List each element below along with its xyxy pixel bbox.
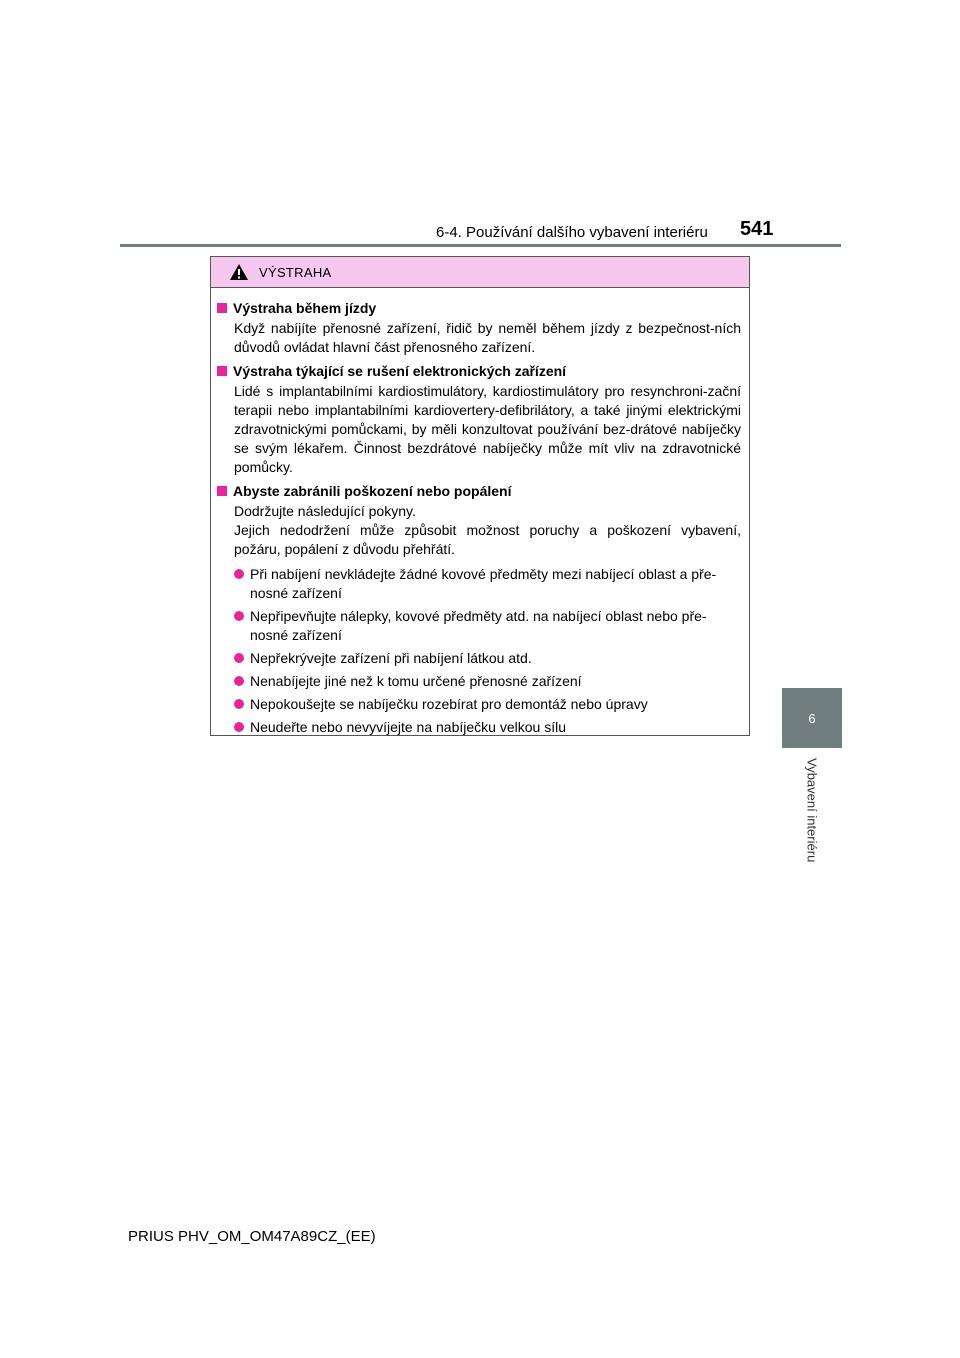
chapter-number: 6 bbox=[808, 710, 816, 726]
chapter-label: Vybavení interiéru bbox=[804, 758, 820, 863]
square-bullet-icon bbox=[217, 303, 227, 313]
warning-section bbox=[217, 300, 741, 357]
list-item-text: Nepokoušejte se nabíječku rozebírat pro demontáž nebo úpravy bbox=[250, 696, 648, 712]
paragraph: Jejich nedodržení může způsobit možnost poruchy a poškození vybavení, požáru, popálení z důvodu přehřátí. bbox=[234, 522, 741, 557]
warning-header bbox=[211, 257, 749, 288]
list-item-text: Při nabíjení nevkládejte žádné kovové předměty mezi nabíjecí oblast a pře-nosné zařízení bbox=[250, 566, 717, 601]
section-heading bbox=[217, 363, 741, 379]
warning-section bbox=[217, 363, 741, 477]
list-item bbox=[234, 672, 741, 691]
list-item bbox=[234, 695, 741, 714]
round-bullet-icon bbox=[234, 653, 244, 663]
list-item bbox=[234, 565, 741, 603]
section-heading bbox=[217, 300, 741, 316]
section-title: 6-4. Používání dalšího vybavení interiéru bbox=[436, 224, 708, 241]
list-item-text: Nepřipevňujte nálepky, kovové předměty atd. na nabíjecí oblast nebo pře-nosné zařízení bbox=[250, 608, 707, 643]
round-bullet-icon bbox=[234, 611, 244, 621]
square-bullet-icon bbox=[217, 486, 227, 496]
list-item bbox=[234, 718, 741, 737]
round-bullet-icon bbox=[234, 676, 244, 686]
list-item-text: Neudeřte nebo nevyvíjejte na nabíječku velkou sílu bbox=[250, 719, 566, 735]
list-item-text: Nenabíjejte jiné než k tomu určené přenosné zařízení bbox=[250, 673, 582, 689]
page-number: 541 bbox=[740, 218, 774, 240]
section-heading-text: Výstraha týkající se rušení elektronických zařízení bbox=[233, 363, 567, 379]
section-heading-text: Abyste zabránili poškození nebo popálení bbox=[233, 483, 512, 499]
warning-body bbox=[211, 288, 749, 737]
square-bullet-icon bbox=[217, 366, 227, 376]
list-item bbox=[234, 649, 741, 668]
document-code: PRIUS PHV_OM_OM47A89CZ_(EE) bbox=[128, 1228, 376, 1245]
header-rule bbox=[120, 244, 841, 247]
round-bullet-icon bbox=[234, 722, 244, 732]
warning-box bbox=[210, 256, 750, 736]
paragraph: Když nabíjíte přenosné zařízení, řidič by neměl během jízdy z bezpečnost-ních důvodů ovládat hlavní část přenosného zařízení. bbox=[234, 320, 741, 355]
round-bullet-icon bbox=[234, 569, 244, 579]
list-item bbox=[234, 607, 741, 645]
list-item-text: Nepřekrývejte zařízení při nabíjení látkou atd. bbox=[250, 650, 532, 666]
round-bullet-icon bbox=[234, 699, 244, 709]
warning-section bbox=[217, 483, 741, 737]
section-heading bbox=[217, 483, 741, 499]
paragraph: Dodržujte následující pokyny. bbox=[234, 503, 416, 519]
warning-triangle-icon bbox=[229, 263, 249, 281]
paragraph: Lidé s implantabilními kardiostimulátory, kardiostimulátory pro resynchroni-zační terapii nebo implantabilními kardiovertery-defibrilátory, a také jinými elektrickými zdravotnickými pomůckami, by měli konzultovat používání bez-drátové nabíječky se svým lékařem. Činnost bezdrátové nabíječky může mít vliv na zdravotnické pomůcky. bbox=[234, 383, 741, 475]
chapter-tab bbox=[782, 688, 842, 748]
section-heading-text: Výstraha během jízdy bbox=[233, 300, 377, 316]
warning-title: VÝSTRAHA bbox=[259, 264, 332, 280]
